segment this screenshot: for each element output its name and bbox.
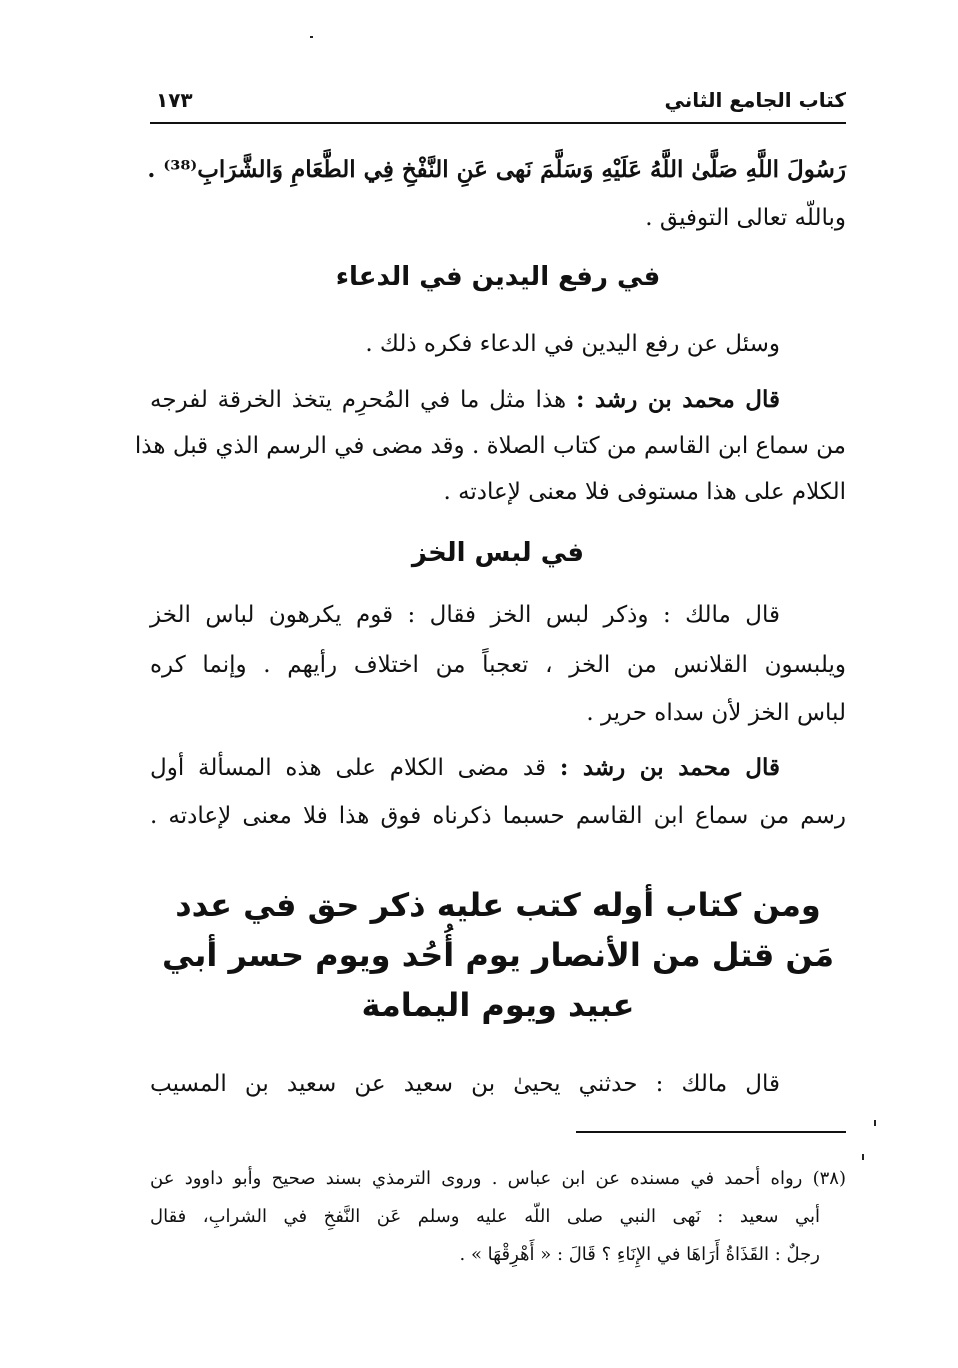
section-heading-silk-wool: في لبس الخز [411, 538, 585, 568]
paragraph-ibn-rushd-1-line2: من سماع ابن القاسم من كتاب الصلاة . وقد مضى في الرسم الذي قبل هذا [134, 433, 846, 459]
footnote-line3: رجلٌ : القَذَاةُ أَرَاهَا في الإِنَاءِ ؟ قَالَ : « أَهْرِقْهَا » . [459, 1244, 820, 1265]
paragraph-malik-line2: ويلبسون القلانس من الخز ، تعجباً من اختلاف رأيهم . وإنما كره [150, 652, 846, 678]
body-line-hadith: رَسُولَ اللَّهِ صَلَّىٰ اللَّهُ عَلَيْهِ وَسَلَّمَ نَهى عَنِ النَّفْخِ فِي الطَّعَامِ وَالشَّرَابِ⁽³⁸⁾ . [147, 156, 846, 183]
running-title: كتاب الجامع الثاني [664, 88, 846, 112]
paragraph-ibn-rushd-1-line3: الكلام على هذا مستوفى فلا معنى لإعادته . [443, 479, 846, 505]
scan-speck [862, 1154, 864, 1160]
paragraph-malik-line1: قال مالك : وذكر لبس الخز فقال : قوم يكرهون لباس الخز [150, 602, 780, 628]
section-heading-raising-hands: في رفع اليدين في الدعاء [335, 262, 661, 292]
paragraph-ibn-rushd-1-line1 [150, 380, 846, 420]
paragraph-ibn-rushd-2-line2: رسم من سماع ابن القاسم حسبما ذكرناه فوق هذا فلا معنى لإعادته . [150, 803, 846, 829]
chapter-heading [150, 880, 846, 1030]
scan-speck [310, 36, 313, 38]
footnote-line1: (٣٨) رواه أحمد في مسنده عن ابن عباس . وروى الترمذي بسند صحيح وأبو داوود عن [150, 1168, 846, 1189]
footnote-line2: أبي سعيد : نَهى النبي صلى اللّه عليه وسلم عَن النَّفخِ في الشرابِ، فقال [150, 1206, 820, 1227]
scan-speck [874, 1120, 876, 1126]
chapter-heading-line2: مَن قتل من الأنصار يوم أُحُد ويوم حسر أبي [161, 936, 835, 974]
page-number: ١٧٣ [156, 88, 193, 112]
paragraph-text: هذا مثل ما في المُحرِم يتخذ الخرقة لفرجه [150, 387, 576, 413]
paragraph-text: قد مضى الكلام على هذه المسألة أول [150, 755, 560, 781]
body-line-closing: وباللّه تعالى التوفيق . [645, 205, 846, 231]
speaker-label: قال محمد بن رشد : [575, 386, 780, 413]
paragraph-ibn-rushd-2-line1 [150, 748, 846, 788]
paragraph-malik-line3: لباس الخز لأن سداه حرير . [586, 700, 846, 726]
speaker-label: قال محمد بن رشد : [559, 754, 780, 781]
chapter-heading-line3: عبيد ويوم اليمامة [361, 986, 635, 1024]
page-header [150, 86, 846, 124]
paragraph-malik-hadith: قال مالك : حدثني يحيىٰ بن سعيد عن سعيد بن المسيب [150, 1071, 780, 1097]
footnote-separator [576, 1131, 846, 1133]
paragraph-question: وسئل عن رفع اليدين في الدعاء فكره ذلك . [365, 331, 780, 357]
chapter-heading-line1: ومن كتاب أوله كتب عليه ذكر حق في عدد [175, 886, 821, 924]
